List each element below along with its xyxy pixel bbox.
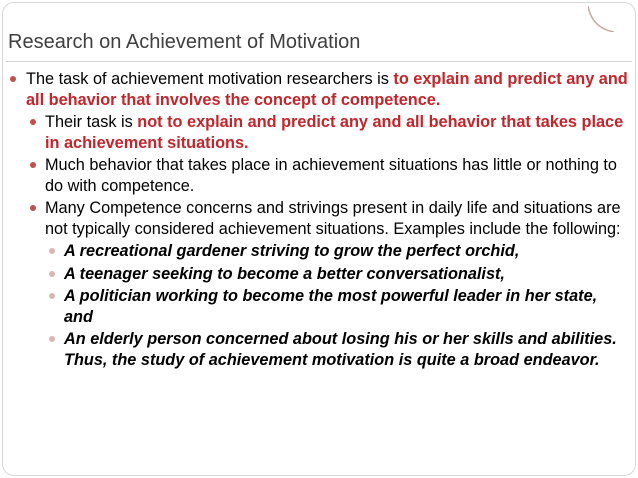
bullet-dot-icon — [49, 336, 55, 342]
example-text: A recreational gardener striving to grow the perfect orchid, — [64, 242, 520, 260]
bullet-item-4 — [8, 198, 630, 239]
bullet-dot-icon — [49, 248, 55, 254]
slide-title: Research on Achievement of Motivation — [8, 31, 361, 53]
bullet-item-1 — [8, 69, 630, 110]
example-item — [8, 241, 630, 262]
bullet-dot-icon — [49, 271, 55, 277]
example-text: A politician working to become the most powerful leader in her state, and — [64, 287, 598, 326]
title-divider — [6, 61, 632, 62]
bullet-item-3 — [8, 155, 630, 196]
bullet-1-highlight: to explain and predict any and all behavior that involves the concept of competence. — [26, 70, 628, 109]
bullet-2-highlight: not to explain and predict any and all behavior that takes place in achievement situations. — [45, 113, 624, 152]
bullet-dot-icon — [30, 205, 36, 211]
bullet-dot-icon — [49, 293, 55, 299]
example-text: A teenager seeking to become a better conversationalist, — [64, 264, 505, 283]
example-item — [8, 264, 630, 285]
example-item — [8, 329, 630, 370]
bullet-item-2 — [8, 112, 630, 153]
bullet-1-text: The task of achievement motivation researchers is — [26, 70, 394, 88]
bullet-3-text: Much behavior that takes place in achievement situations has little or nothing to do with competence. — [45, 156, 617, 195]
bullet-dot-icon — [30, 162, 36, 168]
bullet-dot-icon — [10, 76, 16, 82]
corner-accent-icon — [588, 6, 614, 32]
bullet-4-text: Many Competence concerns and strivings present in daily life and situations are not typically considered achievement situations. Examples include the following: — [45, 199, 621, 238]
slide-content — [8, 69, 630, 372]
example-item — [8, 286, 630, 327]
bullet-dot-icon — [30, 119, 36, 125]
bullet-2-text: Their task is — [45, 113, 138, 131]
example-text: An elderly person concerned about losing his or her skills and abilities. Thus, the study of achievement motivation is quite a broad endeavor. — [64, 330, 617, 369]
